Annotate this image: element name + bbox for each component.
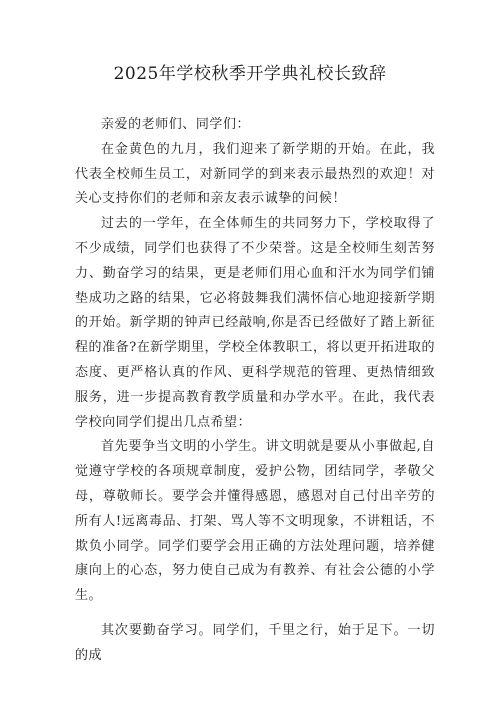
paragraph-diligence: 其次要勤奋学习。同学们，千里之行，始于足下。一切的成: [75, 622, 435, 663]
document-body: [75, 113, 435, 669]
salutation: 亲爱的老师们、同学们：: [101, 117, 251, 132]
document-title: 2025年学校秋季开学典礼校长致辞: [113, 64, 387, 84]
paragraph-past-year: 过去的一学年，在全体师生的共同努力下，学校取得了不少成绩，同学们也获得了不少荣誉。这是全校师生刻苦努力、勤奋学习的结果，更是老师们用心血和汗水为同学们铺垫成功之路的结果，它必将鼓舞我们满怀信心地迎接新学期的开始。新学期的钟声已经敲响,你是否已经做好了踏上新征程的准备?在新学期里，学校全体教职工，将以更开拓进取的态度、更严格认真的作风、更科学规范的管理、更热情细致服务，进一步提高教育教学质量和办学水平。在此，我代表学校向同学们提出几点希望：: [75, 216, 435, 430]
paragraph-civility: 首先要争当文明的小学生。讲文明就是要从小事做起,自觉遵守学校的各项规章制度，爱护公物，团结同学，孝敬父母，尊敬师长。要学会并懂得感恩，感恩对自己付出辛劳的所有人!远离毒品、打架、骂人等不文明现象，不讲粗话，不欺负小同学。同学们要学会用正确的方法处理问题，培养健康向上的心态，努力使自己成为有教养、有社会公德的小学生。: [75, 439, 435, 604]
paragraph-welcome: 在金黄色的九月，我们迎来了新学期的开始。在此，我代表全校师生员工，对新同学的到来表示最热烈的欢迎！对关心支持你们的老师和亲友表示诚挚的问候！: [75, 141, 435, 207]
